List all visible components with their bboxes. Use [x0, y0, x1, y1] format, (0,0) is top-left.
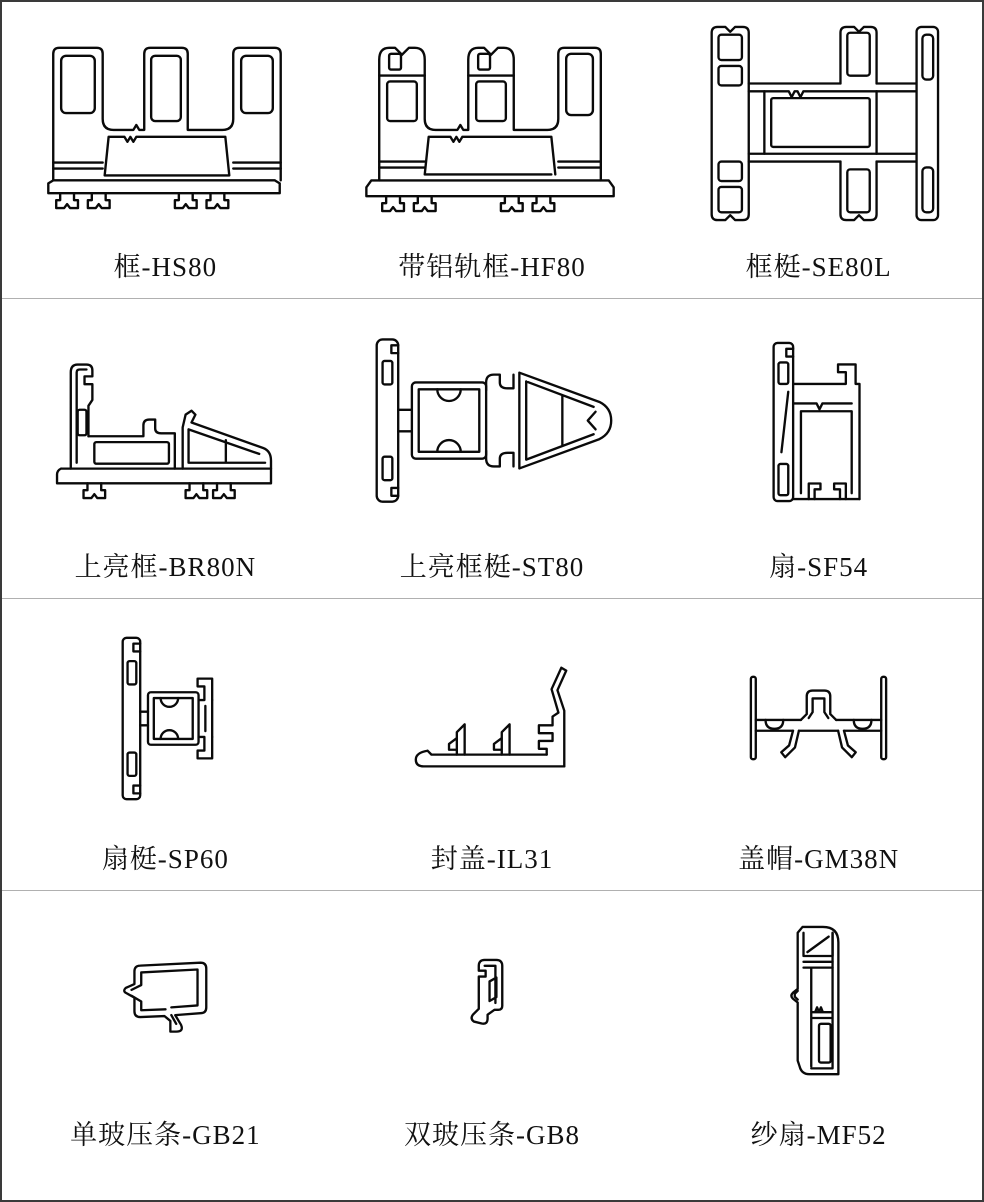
profile-cell-st80	[329, 299, 656, 598]
profile-drawing-gm38n	[740, 669, 897, 767]
profile-drawing-st80	[357, 316, 627, 529]
profile-drawing-gb8	[469, 952, 514, 1052]
profile-label: 封盖-IL31	[430, 844, 554, 874]
profile-cell-gm38n	[655, 599, 982, 890]
profile-label: 上亮框-BR80N	[74, 552, 257, 582]
catalog-row-1	[2, 2, 982, 299]
catalog-row-3	[2, 599, 982, 891]
profile-cell-gb21	[2, 891, 329, 1200]
profile-label: 纱扇-MF52	[750, 1120, 887, 1150]
profile-cell-sp60	[2, 599, 329, 890]
profile-drawing-br80n	[51, 343, 279, 502]
profile-cell-hf80	[329, 2, 656, 298]
profile-label: 上亮框梃-ST80	[399, 552, 585, 582]
profile-drawing-hs80	[41, 34, 289, 214]
catalog-row-4	[2, 891, 982, 1200]
profile-cell-il31	[329, 599, 656, 890]
profile-cell-mf52	[655, 891, 982, 1200]
profile-cell-br80n	[2, 299, 329, 598]
profile-cell-hs80	[2, 2, 329, 298]
profile-label: 双玻压条-GB8	[403, 1120, 580, 1150]
profile-drawing-sf54	[758, 335, 880, 509]
profile-label: 带铝轨框-HF80	[398, 252, 586, 282]
profile-drawing-mf52	[788, 921, 850, 1084]
profile-drawing-sp60	[109, 630, 221, 807]
catalog-row-2	[2, 299, 982, 599]
profile-label: 单玻压条-GB21	[70, 1120, 261, 1150]
profile-cell-sf54	[655, 299, 982, 598]
profile-drawing-il31	[408, 654, 576, 783]
profile-drawing-se80l	[696, 23, 942, 224]
profile-drawing-gb21	[111, 953, 220, 1052]
profile-cell-se80l	[655, 2, 982, 298]
profile-label: 扇-SF54	[769, 552, 869, 582]
profile-label: 框梃-SE80L	[745, 252, 892, 282]
profile-drawing-hf80	[363, 32, 621, 216]
profile-label: 盖帽-GM38N	[738, 844, 900, 874]
profile-cell-gb8	[329, 891, 656, 1200]
profile-label: 扇梃-SP60	[101, 844, 229, 874]
profile-label: 框-HS80	[113, 252, 218, 282]
